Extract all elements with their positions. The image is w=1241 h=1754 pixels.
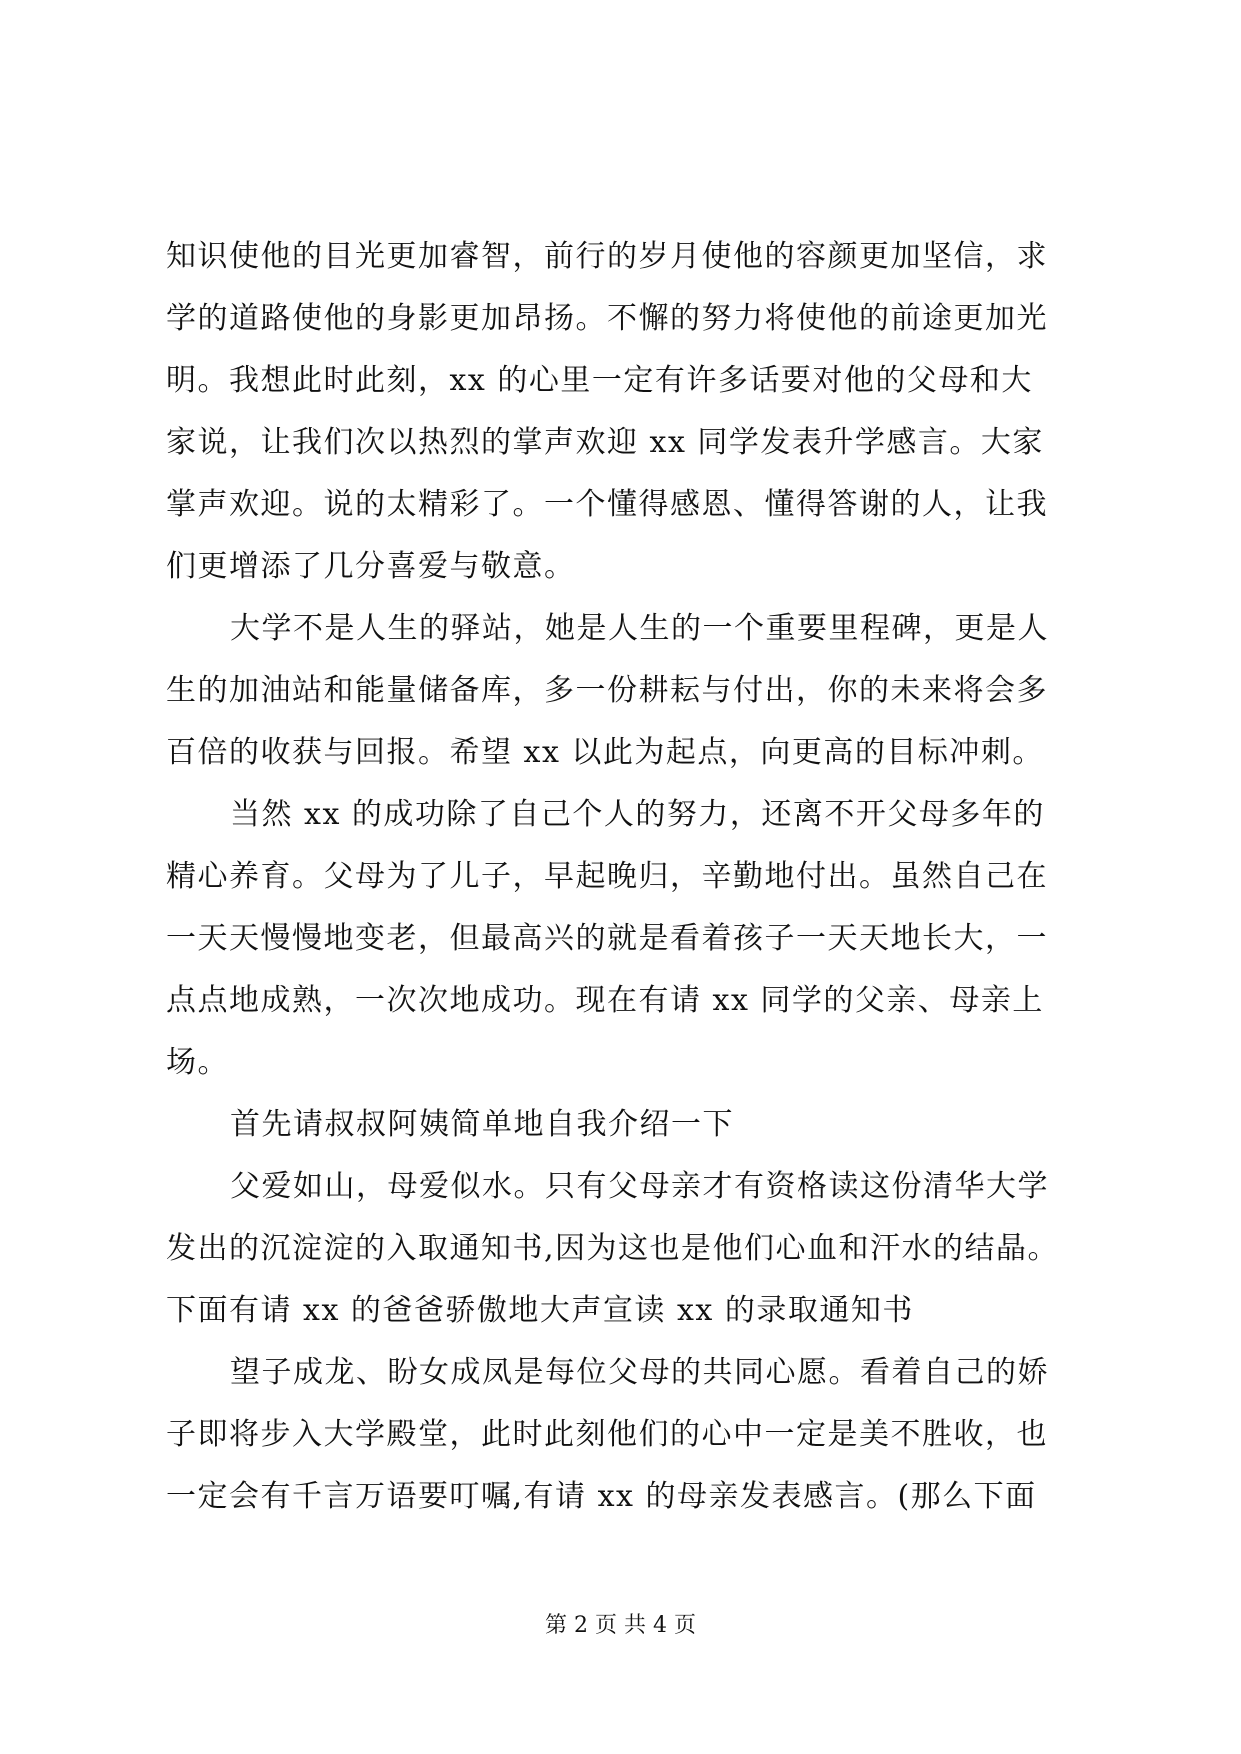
text-line: 子即将步入大学殿堂，此时此刻他们的心中一定是美不胜收，也 (166, 1417, 1048, 1452)
paragraph-start-line: 大学不是人生的驿站，她是人生的一个重要里程碑，更是人 (230, 611, 1049, 646)
text-line: 明。我想此时此刻，xx 的心里一定有许多话要对他的父母和大 (166, 363, 1033, 398)
text-line: 下面有请 xx 的爸爸骄傲地大声宣读 xx 的录取通知书 (166, 1293, 914, 1328)
text-line: 点点地成熟，一次次地成功。现在有请 xx 同学的父亲、母亲上 (166, 983, 1044, 1018)
text-line: 百倍的收获与回报。希望 xx 以此为起点，向更高的目标冲刺。 (166, 735, 1044, 770)
paragraph-start-line: 望子成龙、盼女成凤是每位父母的共同心愿。看着自己的娇 (230, 1355, 1049, 1390)
page-number-footer: 第 2 页 共 4 页 (545, 1613, 696, 1638)
document-body (166, 226, 1086, 1528)
text-line: 们更增添了几分喜爱与敬意。 (166, 549, 576, 584)
text-line: 家说，让我们次以热烈的掌声欢迎 xx 同学发表升学感言。大家 (166, 425, 1044, 460)
text-line: 知识使他的目光更加睿智，前行的岁月使他的容颜更加坚信，求 (166, 239, 1048, 274)
text-line: 掌声欢迎。说的太精彩了。一个懂得感恩、懂得答谢的人，让我 (166, 487, 1048, 522)
text-line: 场。 (166, 1045, 229, 1080)
paragraph-start-line: 当然 xx 的成功除了自己个人的努力，还离不开父母多年的 (230, 797, 1045, 832)
text-line: 一天天慢慢地变老，但最高兴的就是看着孩子一天天地长大，一 (166, 921, 1048, 956)
text-line: 一定会有千言万语要叮嘱,有请 xx 的母亲发表感言。(那么下面 (166, 1479, 1037, 1514)
text-line: 学的道路使他的身影更加昂扬。不懈的努力将使他的前途更加光 (166, 301, 1048, 336)
text-line: 精心养育。父母为了儿子，早起晚归，辛勤地付出。虽然自己在 (166, 859, 1048, 894)
paragraph-start-line: 父爱如山，母爱似水。只有父母亲才有资格读这份清华大学 (230, 1169, 1049, 1204)
text-line: 发出的沉淀淀的入取通知书,因为这也是他们心血和汗水的结晶。 (166, 1231, 1060, 1266)
text-line: 生的加油站和能量储备库，多一份耕耘与付出，你的未来将会多 (166, 673, 1048, 708)
paragraph-start-line: 首先请叔叔阿姨简单地自我介绍一下 (230, 1107, 734, 1142)
